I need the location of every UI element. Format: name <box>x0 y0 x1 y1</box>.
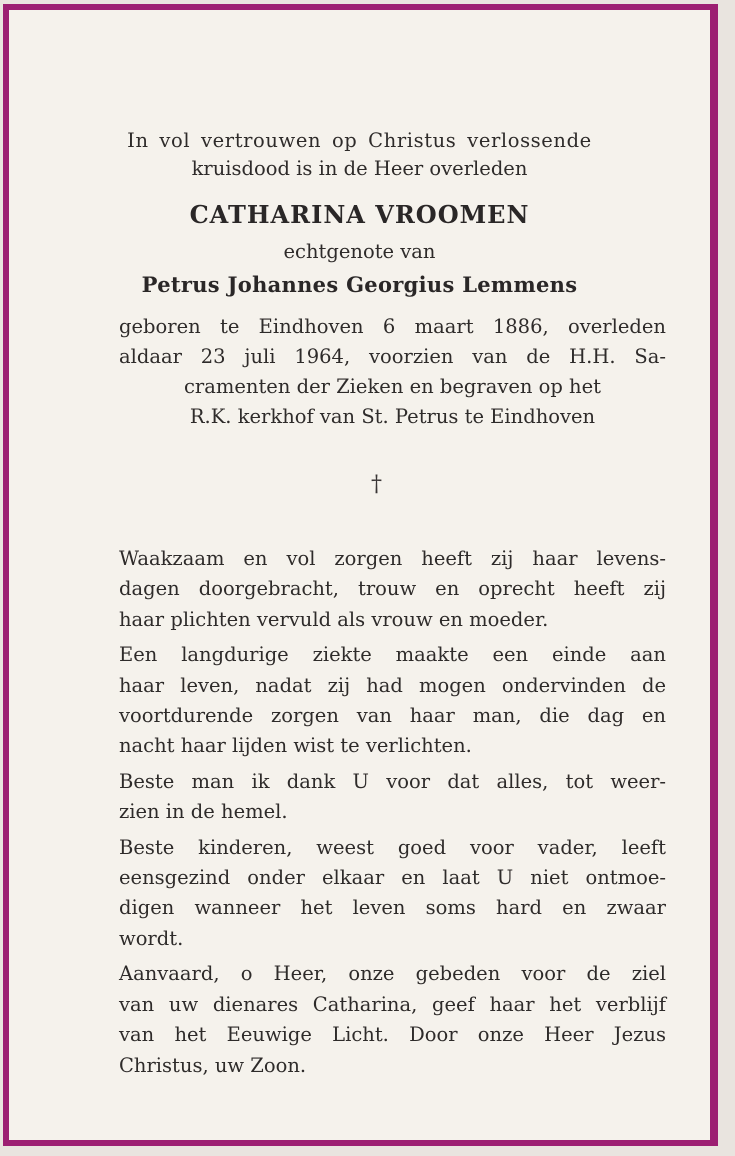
birth-death-details <box>119 312 666 432</box>
text-line: Christus, uw Zoon. <box>119 1053 307 1077</box>
text-line: Waakzaam en vol zorgen heeft zij haar levens- <box>119 547 666 570</box>
spouse-label: echtgenote van <box>283 240 436 263</box>
text-line: van uw dienares Catharina, geef haar het verblijf <box>119 992 666 1016</box>
paragraph <box>119 959 666 1081</box>
paragraph <box>119 640 666 762</box>
memorial-card <box>3 4 718 1146</box>
details-line-1: geboren te Eindhoven 6 maart 1886, overleden <box>119 315 666 338</box>
details-line-3: cramenten der Zieken en begraven op het <box>184 375 601 398</box>
spouse-name: Petrus Johannes Georgius Lemmens <box>141 272 578 297</box>
text-line: dagen doorgebracht, trouw en oprecht heeft zij <box>119 577 666 601</box>
details-line-2: aldaar 23 juli 1964, voorzien van de H.H. Sa- <box>119 345 666 368</box>
text-line: zien in de hemel. <box>119 800 288 824</box>
intro-text <box>9 127 710 183</box>
text-line: van het Eeuwige Licht. Door onze Heer Jezus <box>119 1023 666 1047</box>
text-line: Aanvaard, o Heer, onze gebeden voor de ziel <box>119 962 666 986</box>
text-line: haar plichten vervuld als vrouw en moeder. <box>119 607 549 631</box>
deceased-name: CATHARINA VROOMEN <box>189 200 530 229</box>
cross-icon: † <box>371 472 382 497</box>
text-line: Beste kinderen, weest goed voor vader, leeft <box>119 835 666 859</box>
memorial-text <box>119 544 666 1086</box>
intro-line-2: kruisdood is in de Heer overleden <box>191 157 528 180</box>
paragraph <box>119 767 666 828</box>
text-line: nacht haar lijden wist te verlichten. <box>119 734 472 758</box>
details-line-4: R.K. kerkhof van St. Petrus te Eindhoven <box>189 405 596 428</box>
text-line: haar leven, nadat zij had mogen ondervinden de <box>119 673 666 697</box>
text-line: wordt. <box>119 926 184 950</box>
paragraph <box>119 544 666 635</box>
text-line: digen wanneer het leven soms hard en zwaar <box>119 896 666 920</box>
paragraph <box>119 833 666 955</box>
text-line: eensgezind onder elkaar en laat U niet ontmoe- <box>119 866 666 890</box>
text-line: Beste man ik dank U voor dat alles, tot weer- <box>119 769 666 793</box>
text-line: voortdurende zorgen van haar man, die dag en <box>119 704 666 728</box>
text-line: Een langdurige ziekte maakte een einde aan <box>119 643 666 667</box>
intro-line-1: In vol vertrouwen op Christus verlossende <box>127 129 592 152</box>
